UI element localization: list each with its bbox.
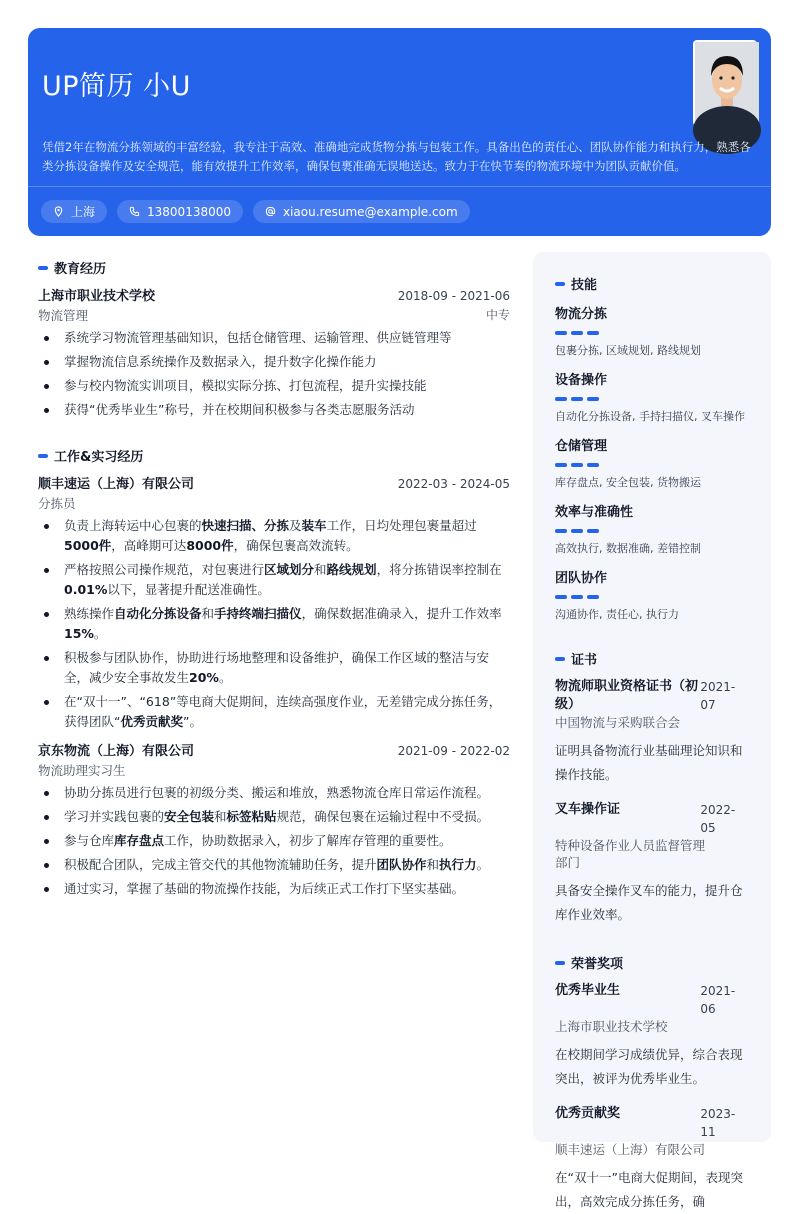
header-divider [28,186,771,187]
location-pin-icon [53,206,64,217]
skill-level-dot [587,595,599,599]
section-marker [38,454,48,458]
skill-level-dot [571,595,583,599]
section-marker [555,657,565,661]
highlight-text: 路线规划 [326,562,377,577]
list-item: 掌握物流信息系统操作及数据录入，提升数字化操作能力 [38,352,510,372]
highlight-text: 区域划分 [264,562,315,577]
skill-level-dot [555,529,567,533]
skill-level-dot [587,397,599,401]
certificate-date: 2022-05 [700,803,736,835]
education-section-title [38,258,510,277]
contact-list [41,200,470,223]
certificate-name: 物流师职业资格证书（初级） [555,679,699,712]
awards-section-title [555,953,749,972]
certificate-item [555,801,749,927]
skill-level-dot [555,397,567,401]
section-title-text: 荣誉奖项 [571,957,624,972]
work-bullets [38,783,510,899]
certificates-section-title [555,649,749,668]
certificate-issuer: 特种设备作业人员监督管理部门 [555,838,706,870]
award-item [555,1105,749,1214]
skill-level [555,331,749,335]
skill-name: 效率与准确性 [555,505,634,520]
skill-item [555,369,749,425]
contact-phone[interactable] [117,200,243,223]
skill-description: 自动化分拣设备, 手持扫描仪, 叉车操作 [555,410,745,423]
skill-name: 仓储管理 [555,439,608,454]
highlight-text: 安全包装 [164,809,215,824]
major: 物流管理 [38,308,89,323]
profile-summary: 凭借2年在物流分拣领域的丰富经验，我专注于高效、准确地完成货物分拣与包装工作。具备出色的责任心、团队协作能力和执行力，熟悉各类分拣设备操作及安全规范，能有效提升工作效率，确保包裹准确无误地送达。致力于在快节奏的物流环境中为团队贡献价值。 [42,140,751,173]
highlight-text: 库存盘点 [114,833,165,848]
skill-name: 设备操作 [555,373,608,388]
contact-email-text: xiaou.resume@example.com [283,204,458,219]
phone-icon [129,206,140,217]
work-bullets [38,516,510,732]
company-name: 顺丰速运（上海）有限公司 [38,477,195,492]
skill-level [555,595,749,599]
work-dates: 2022-03 - 2024-05 [397,477,510,491]
award-issuer: 上海市职业技术学校 [555,1019,668,1034]
skill-level-dot [571,463,583,467]
skill-level-dot [587,331,599,335]
skill-level-dot [555,463,567,467]
skill-name: 团队协作 [555,571,608,586]
contact-location [41,200,107,223]
list-item: 参与校内物流实训项目，模拟实际分拣、打包流程，提升实操技能 [38,376,510,396]
highlight-text: 手持终端扫描仪 [214,606,302,621]
skill-item [555,303,749,359]
list-item: 积极配合团队，完成主管交代的其他物流辅助任务，提升团队协作和执行力。 [38,855,510,875]
skill-level-dot [587,463,599,467]
skill-name: 物流分拣 [555,307,608,322]
sidebar [533,252,771,1209]
certificates-list [555,678,749,927]
list-item: 熟练操作自动化分拣设备和手持终端扫描仪，确保数据准确录入，提升工作效率15%。 [38,604,510,644]
work-entry-sf [38,473,510,732]
list-item: 负责上海转运中心包裹的快速扫描、分拣及装车工作，日均处理包裹量超过5000件，高峰期可达8000件，确保包裹高效流转。 [38,516,510,556]
highlight-text: 团队协作 [376,857,427,872]
section-title-text: 证书 [571,653,598,668]
certificate-issuer: 中国物流与采购联合会 [555,715,681,730]
education-dates: 2018-09 - 2021-06 [397,289,510,303]
list-item: 积极参与团队协作，协助进行场地整理和设备维护，确保工作区域的整洁与安全，减少安全事故发生20%。 [38,648,510,688]
award-date: 2023-11 [700,1107,736,1139]
list-item: 严格按照公司操作规范，对包裹进行区域划分和路线规划，将分拣错误率控制在0.01%以下，显著提升配送准确性。 [38,560,510,600]
education-entry [38,285,510,420]
section-marker [555,282,565,286]
school-name: 上海市职业技术学校 [38,289,156,304]
skill-level-dot [571,397,583,401]
award-item [555,982,749,1091]
list-item: 获得“优秀毕业生”称号，并在校期间积极参与各类志愿服务活动 [38,400,510,420]
award-name: 优秀毕业生 [555,983,621,998]
highlight-text: 装车 [301,518,327,533]
list-item: 学习并实践包裹的安全包装和标签粘贴规范，确保包裹在运输过程中不受损。 [38,807,510,827]
job-role: 物流助理实习生 [38,763,126,778]
awards-list [555,982,749,1214]
company-name: 京东物流（上海）有限公司 [38,744,195,759]
profile-photo [693,40,757,126]
highlight-text: 20% [189,670,219,685]
contact-email[interactable] [253,200,470,223]
skill-level [555,397,749,401]
section-marker [555,961,565,965]
highlight-text: 执行力 [439,857,477,872]
main-column [38,258,510,903]
award-description: 在校期间学习成绩优异，综合表现突出，被评为优秀毕业生。 [555,1047,743,1086]
section-title-text: 教育经历 [54,262,107,277]
skill-item [555,501,749,557]
highlight-text: 0.01% [64,582,108,597]
education-bullets [38,328,510,420]
work-dates: 2021-09 - 2022-02 [397,744,510,758]
highlight-text: 15% [64,626,94,641]
skill-description: 包裹分拣, 区域规划, 路线规划 [555,344,701,357]
skill-description: 沟通协作, 责任心, 执行力 [555,608,679,621]
section-title-text: 技能 [571,278,598,293]
resume-header [28,28,771,236]
certificate-description: 证明具备物流行业基础理论知识和操作技能。 [555,743,743,782]
skill-level [555,463,749,467]
skill-level-dot [555,331,567,335]
work-section-title [38,446,510,465]
skill-level [555,529,749,533]
certificate-description: 具备安全操作叉车的能力，提升仓库作业效率。 [555,883,743,922]
skill-item [555,567,749,623]
skill-description: 高效执行, 数据准确, 差错控制 [555,542,701,555]
degree: 中专 [485,308,510,322]
list-item: 系统学习物流管理基础知识，包括仓储管理、运输管理、供应链管理等 [38,328,510,348]
list-item: 参与仓库库存盘点工作，协助数据录入，初步了解库存管理的重要性。 [38,831,510,851]
list-item: 在“双十一”、“618”等电商大促期间，连续高强度作业，无差错完成分拣任务，获得团队“优秀贡献奖”。 [38,692,510,732]
highlight-text: 优秀贡献奖 [120,714,183,729]
section-title-text: 工作&实习经历 [54,450,144,465]
list-item: 通过实习，掌握了基础的物流操作技能，为后续正式工作打下坚实基础。 [38,879,510,899]
skills-list [555,303,749,623]
skills-section-title [555,274,749,293]
skill-level-dot [555,595,567,599]
highlight-text: 自动化分拣设备 [114,606,202,621]
skill-level-dot [587,529,599,533]
award-issuer: 顺丰速运（上海）有限公司 [555,1142,706,1157]
highlight-text: 标签粘贴 [226,809,277,824]
at-sign-icon [265,206,276,217]
portrait-illustration [695,42,759,128]
skill-level-dot [571,331,583,335]
certificate-item [555,678,749,787]
contact-phone-text: 13800138000 [147,204,231,219]
highlight-text: 8000件 [186,538,234,553]
job-role: 分拣员 [38,496,76,511]
skill-description: 库存盘点, 安全包装, 货物搬运 [555,476,701,489]
list-item: 协助分拣员进行包裹的初级分类、搬运和堆放，熟悉物流仓库日常运作流程。 [38,783,510,803]
skill-item [555,435,749,491]
contact-location-text: 上海 [71,205,96,219]
award-name: 优秀贡献奖 [555,1106,621,1121]
candidate-name: UP简历 小U [42,71,191,102]
certificate-date: 2021-07 [700,680,736,712]
highlight-text: 5000件 [64,538,112,553]
skill-level-dot [571,529,583,533]
highlight-text: 快速扫描、分拣 [201,518,290,533]
award-description: 在“双十一”电商大促期间，表现突出，高效完成分拣任务，确 [555,1170,743,1209]
section-marker [38,266,48,270]
award-date: 2021-06 [700,984,736,1016]
work-entry-jd [38,740,510,899]
certificate-name: 叉车操作证 [555,802,621,817]
